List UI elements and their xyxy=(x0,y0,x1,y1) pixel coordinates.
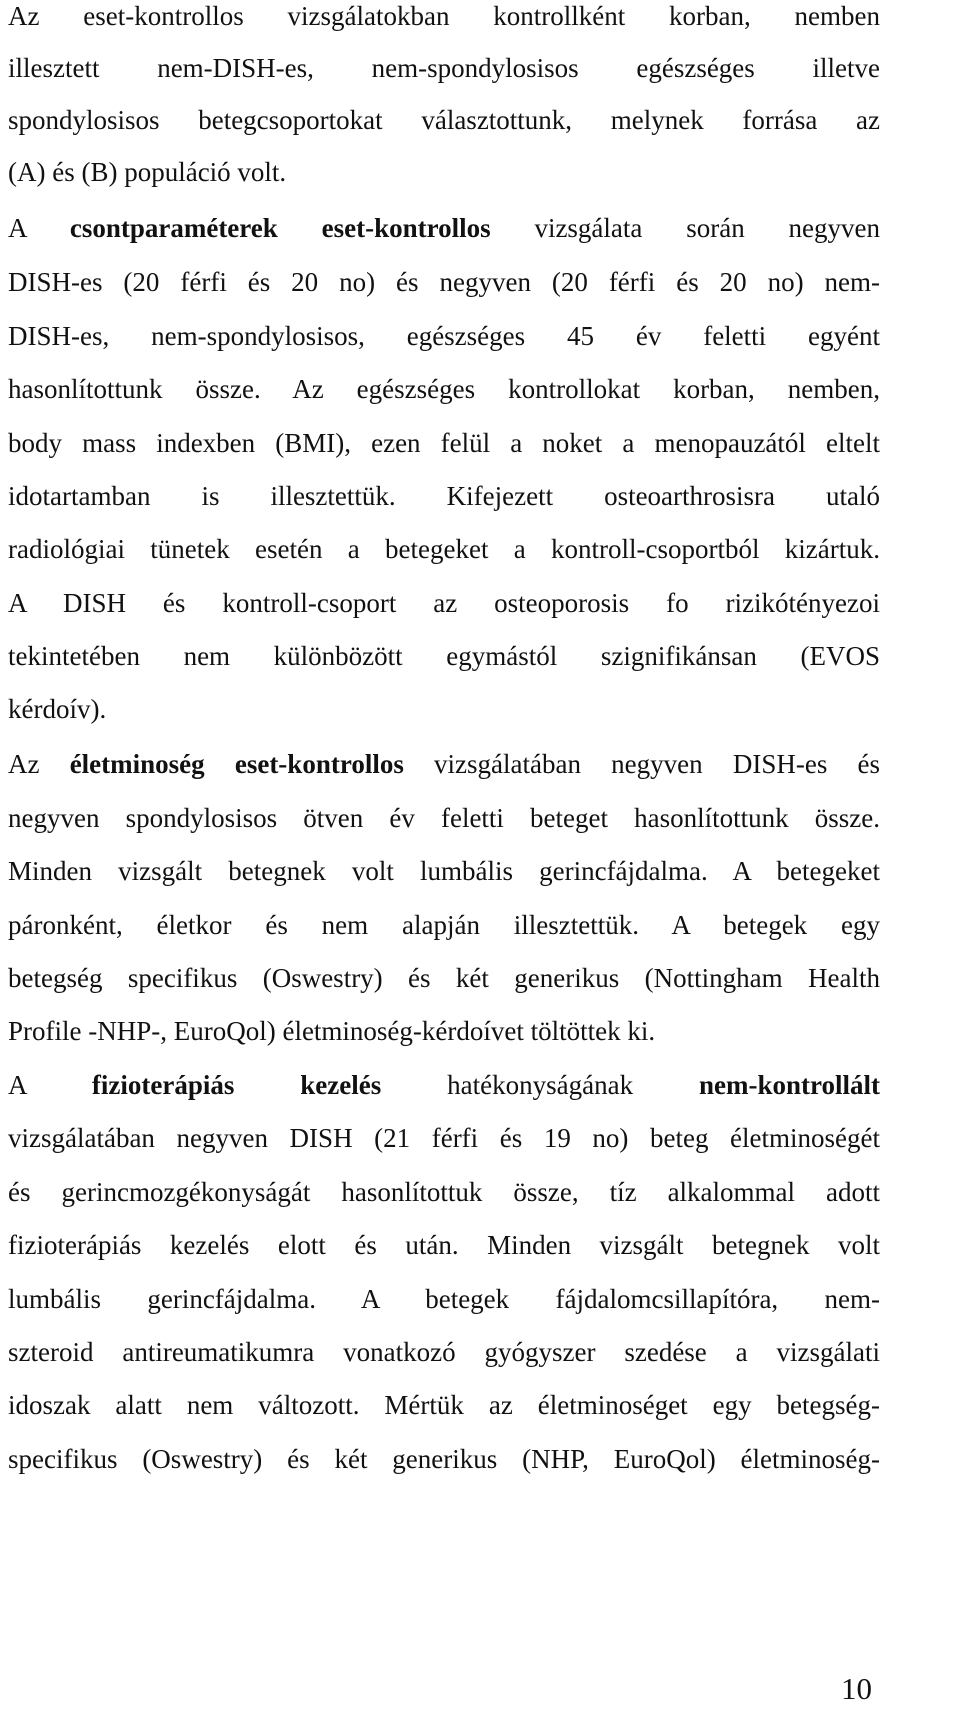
text-run: Az xyxy=(8,749,40,779)
text-line: fizioterápiás kezelés elott és után. Minden vizsgált betegnek volt xyxy=(8,1230,880,1260)
text-line: Az eset-kontrollos vizsgálatokban kontrollként korban, nemben xyxy=(8,1,880,31)
bold-phrase: nem-kontrollált xyxy=(699,1070,880,1100)
text-line xyxy=(8,748,880,780)
page-number: 10 xyxy=(841,1671,872,1706)
text-line: és gerincmozgékonyságát hasonlítottuk össze, tíz alkalommal adott xyxy=(8,1177,880,1207)
text-line: radiológiai tünetek esetén a betegeket a kontroll-csoportból kizártuk. xyxy=(8,534,880,564)
text-line: páronként, életkor és nem alapján illesztettük. A betegek egy xyxy=(8,910,880,940)
text-line: body mass indexben (BMI), ezen felül a noket a menopauzától eltelt xyxy=(8,428,880,458)
text-line: (A) és (B) populáció volt. xyxy=(8,157,287,187)
text-line: betegség specifikus (Oswestry) és két generikus (Nottingham Health xyxy=(8,963,880,993)
text-line: A DISH és kontroll-csoport az osteoporosis fo rizikótényezoi xyxy=(8,588,880,618)
text-line: szteroid antireumatikumra vonatkozó gyógyszer szedése a vizsgálati xyxy=(8,1337,880,1367)
text-line: Minden vizsgált betegnek volt lumbális gerincfájdalma. A betegeket xyxy=(8,856,880,886)
text-run: A xyxy=(8,213,27,243)
text-line xyxy=(8,1069,880,1101)
text-line: kérdoív). xyxy=(8,694,107,724)
text-run: vizsgálata során negyven xyxy=(534,213,880,243)
text-line: negyven spondylosisos ötven év feletti beteget hasonlítottunk össze. xyxy=(8,803,880,833)
text-line: DISH-es (20 férfi és 20 no) és negyven (20 férfi és 20 no) nem- xyxy=(8,267,880,297)
text-line: lumbális gerincfájdalma. A betegek fájdalomcsillapítóra, nem- xyxy=(8,1284,880,1314)
text-run: hatékonyságának xyxy=(447,1070,634,1100)
bold-phrase: csontparaméterek eset-kontrollos xyxy=(69,213,491,243)
text-line: tekintetében nem különbözött egymástól szignifikánsan (EVOS xyxy=(8,641,880,671)
text-line xyxy=(8,212,880,244)
text-line: illesztett nem-DISH-es, nem-spondylosisos egészséges illetve xyxy=(8,53,880,83)
text-line: specifikus (Oswestry) és két generikus (NHP, EuroQol) életminoség- xyxy=(8,1444,880,1474)
text-line: hasonlítottunk össze. Az egészséges kontrollokat korban, nemben, xyxy=(8,374,880,404)
text-line: DISH-es, nem-spondylosisos, egészséges 45 év feletti egyént xyxy=(8,321,880,351)
text-line: spondylosisos betegcsoportokat választottunk, melynek forrása az xyxy=(8,105,880,135)
bold-phrase: fizioterápiás kezelés xyxy=(91,1070,382,1100)
text-line: Profile -NHP-, EuroQol) életminoség-kérdoívet töltöttek ki. xyxy=(8,1016,656,1046)
text-line: idoszak alatt nem változott. Mértük az életminoséget egy betegség- xyxy=(8,1390,880,1420)
bold-phrase: életminoség eset-kontrollos xyxy=(69,749,404,779)
text-run: vizsgálatában negyven DISH-es és xyxy=(434,749,881,779)
text-line: idotartamban is illesztettük. Kifejezett osteoarthrosisra utaló xyxy=(8,481,880,511)
text-run: A xyxy=(8,1070,27,1100)
text-line: vizsgálatában negyven DISH (21 férfi és 19 no) beteg életminoségét xyxy=(8,1123,880,1153)
